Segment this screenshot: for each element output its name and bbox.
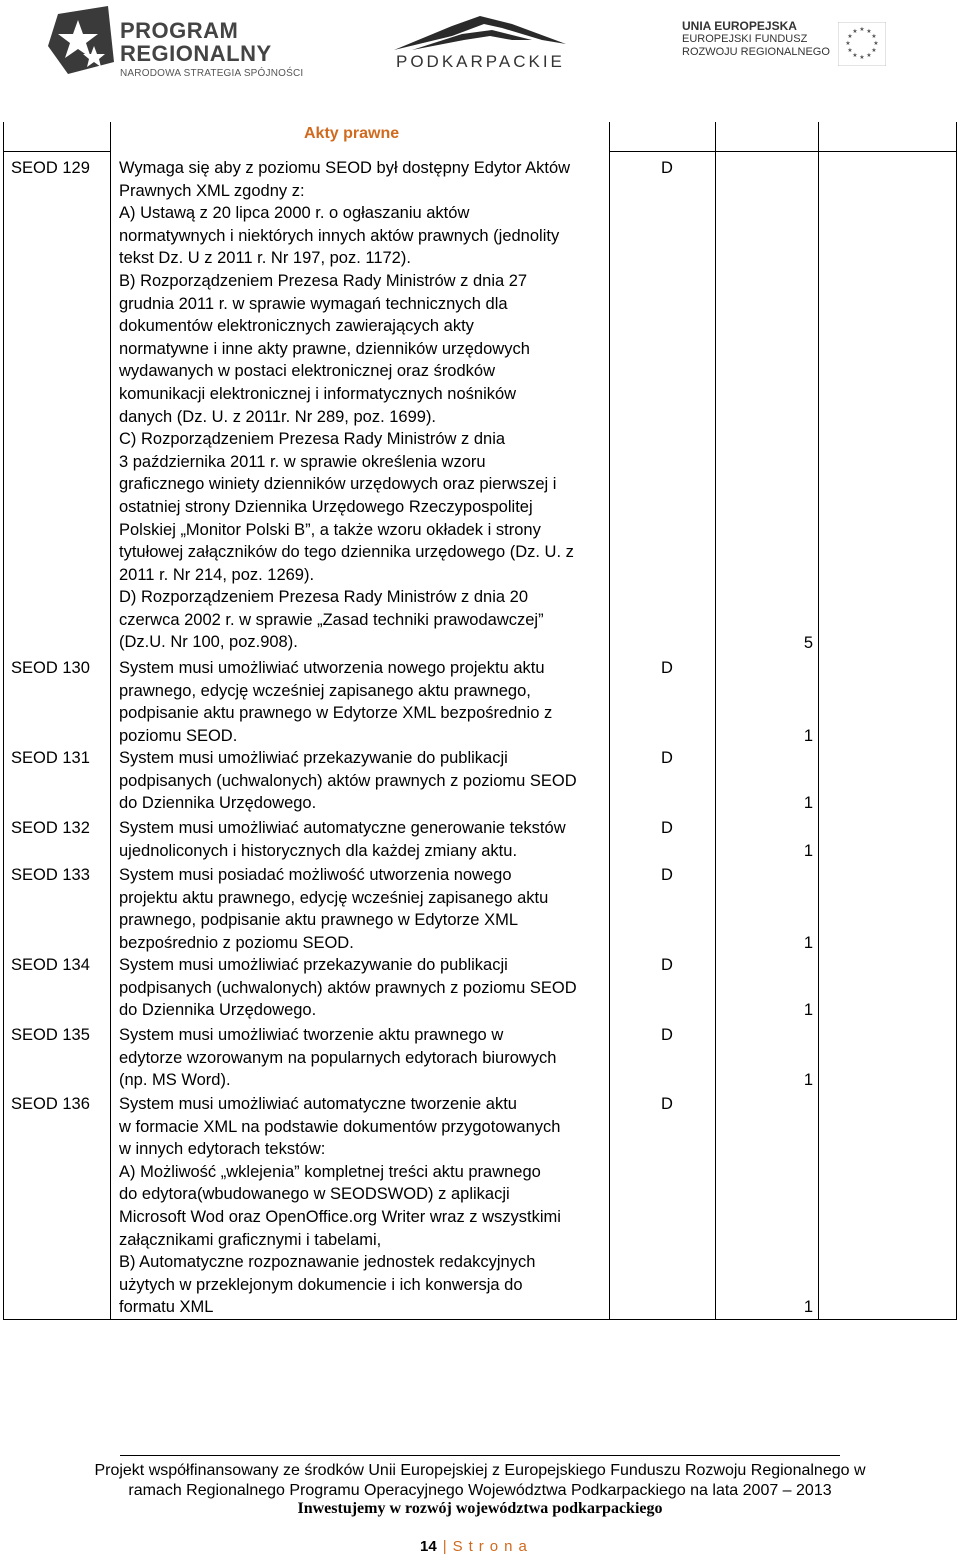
svg-text:★: ★ xyxy=(859,54,865,61)
table-header-line-right xyxy=(609,151,957,152)
requirement-text-line: projektu aktu prawnego, edycję wcześniej zapisanego aktu xyxy=(119,888,549,907)
requirement-id: SEOD 130 xyxy=(11,659,90,677)
svg-text:★: ★ xyxy=(847,33,853,40)
requirement-text xyxy=(119,864,605,954)
requirement-text-line: graficznego winiety dzienników urzędowych oraz pierwszej i xyxy=(119,475,557,494)
footer-line-1: Projekt współfinansowany ze środków Unii Europejskiej z Europejskiego Funduszu Rozwoju Regionalnego w xyxy=(94,1462,866,1479)
eu-logo xyxy=(682,20,902,70)
requirement-priority: D xyxy=(661,159,673,177)
requirement-text-line: System musi posiadać możliwość utworzenia nowego xyxy=(119,866,512,884)
requirement-text-line: System musi umożliwiać automatyczne generowanie tekstów xyxy=(119,819,566,837)
svg-text:★: ★ xyxy=(866,52,872,59)
svg-text:★: ★ xyxy=(852,52,858,59)
page-header xyxy=(0,0,960,90)
requirement-id: SEOD 129 xyxy=(11,159,90,177)
requirement-text-line: danych (Dz. U. z 2011r. Nr 289, poz. 1699). xyxy=(119,407,437,426)
requirement-id: SEOD 131 xyxy=(11,749,90,767)
logo-text-podkarpackie: PODKARPACKIE xyxy=(396,52,565,71)
requirement-priority: D xyxy=(661,659,673,677)
requirement-text-line: 2011 r. Nr 214, poz. 1269). xyxy=(119,565,315,584)
eu-line-2: EUROPEJSKI FUNDUSZ xyxy=(682,33,808,45)
requirement-value: 1 xyxy=(803,726,813,745)
page-number xyxy=(420,1538,533,1555)
requirement-text-line: prawnego, podpisanie aktu prawnego w Edytorze XML xyxy=(119,911,518,930)
requirement-text-line: wydawanych w postaci elektronicznej oraz środków xyxy=(119,362,496,381)
requirement-text-line: dokumentów elektronicznych zawierających akty xyxy=(119,317,474,336)
requirement-value: 1 xyxy=(803,933,813,952)
page-number-value: 14 xyxy=(420,1538,437,1555)
requirement-text-line: w innych edytorach tekstów: xyxy=(119,1140,326,1159)
requirement-text-line: System musi umożliwiać automatyczne tworzenie aktu xyxy=(119,1095,517,1113)
table-border-right xyxy=(956,122,957,1320)
mountain-emblem-icon xyxy=(392,14,568,54)
footer-line-2: ramach Regionalnego Programu Operacyjnego Województwa Podkarpackiego na lata 2007 – 2013 xyxy=(128,1482,832,1499)
requirement-text-line: (np. MS Word). xyxy=(119,1071,231,1090)
requirement-text-line: podpisanych (uchwalonych) aktów prawnych z poziomu SEOD xyxy=(119,771,577,790)
podkarpackie-logo xyxy=(392,14,568,74)
table-divider-id xyxy=(110,122,111,1320)
requirement-text-line: tekst Dz. U z 2011 r. Nr 197, poz. 1172). xyxy=(119,249,411,268)
requirement-text-line: System musi umożliwiać przekazywanie do publikacji xyxy=(119,956,508,974)
requirement-text-line: załącznikami graficznymi i tabelami, xyxy=(119,1230,382,1249)
eu-stars-icon xyxy=(838,22,886,66)
requirement-id: SEOD 136 xyxy=(11,1095,90,1113)
footer-slogan: Inwestujemy w rozwój województwa podkarpackiego xyxy=(297,1500,663,1517)
program-regionalny-logo xyxy=(48,6,308,78)
svg-text:★: ★ xyxy=(871,33,877,40)
requirement-text-line: formatu XML xyxy=(119,1298,214,1317)
table-divider-text xyxy=(609,122,610,1320)
requirement-text xyxy=(119,657,605,747)
requirement-text-line: (Dz.U. Nr 100, poz.908). xyxy=(119,633,298,652)
page-word: Strona xyxy=(452,1538,533,1555)
requirement-priority: D xyxy=(661,749,673,767)
logo-line-program: PROGRAM xyxy=(120,18,239,43)
requirement-text-line: podpisanie aktu prawnego w Edytorze XML bezpośrednio z xyxy=(119,704,553,723)
requirement-text-line: C) Rozporządzeniem Prezesa Rady Ministrów z dnia xyxy=(119,430,506,449)
footer-divider xyxy=(120,1455,840,1456)
requirement-text-line: Microsoft Wod oraz OpenOffice.org Writer wraz z wszystkimi xyxy=(119,1207,561,1226)
requirement-text-line: prawnego, edycję wcześniej zapisanego aktu prawnego, xyxy=(119,681,531,700)
requirement-text-line: do edytora(wbudowanego w SEODSWOD) z aplikacji xyxy=(119,1185,510,1204)
table-caption: Akty prawne xyxy=(304,125,400,142)
table-border-left xyxy=(3,122,4,1320)
page-separator: | xyxy=(442,1538,447,1555)
requirement-text-line: komunikacji elektronicznej i informatycznych nośników xyxy=(119,384,517,403)
requirement-text-line: ostatniej strony Dziennika Urzędowego Rzeczypospolitej xyxy=(119,497,533,516)
svg-text:★: ★ xyxy=(859,26,865,33)
requirement-priority: D xyxy=(661,1026,673,1044)
eu-line-3: ROZWOJU REGIONALNEGO xyxy=(682,46,830,58)
requirement-text-line: poziomu SEOD. xyxy=(119,726,238,745)
requirement-text xyxy=(119,1024,605,1092)
requirement-text xyxy=(119,747,605,815)
requirement-text-line: normatywne i inne akty prawne, dzienników urzędowych xyxy=(119,339,530,358)
requirement-text-line: Polskiej „Monitor Polski B”, a także wzoru okładek i strony xyxy=(119,520,541,539)
requirement-text-line: bezpośrednio z poziomu SEOD. xyxy=(119,933,354,952)
requirement-text-line: A) Ustawą z 20 lipca 2000 r. o ogłaszaniu aktów xyxy=(119,204,470,223)
requirement-text-line: tytułowej załączników do tego dziennika urzędowego (Dz. U. z xyxy=(119,543,574,562)
requirement-text-line: czerwca 2002 r. w sprawie „Zasad techniki prawodawczej” xyxy=(119,610,544,629)
requirement-id: SEOD 134 xyxy=(11,956,90,974)
requirement-text-line: Prawnych XML zgodny z: xyxy=(119,181,305,200)
requirement-text-line: B) Rozporządzeniem Prezesa Rady Ministrów z dnia 27 xyxy=(119,271,528,290)
requirement-value: 1 xyxy=(803,1001,813,1020)
requirement-text xyxy=(119,817,605,862)
requirement-priority: D xyxy=(661,956,673,974)
table-border-bottom xyxy=(3,1319,957,1320)
star-emblem-icon xyxy=(48,6,116,74)
table-divider-priority xyxy=(715,122,716,1320)
requirement-text-line: System musi umożliwiać przekazywanie do publikacji xyxy=(119,749,508,767)
requirement-text-line: System musi umożliwiać utworzenia nowego projektu aktu xyxy=(119,659,545,677)
requirement-priority: D xyxy=(661,819,673,837)
requirement-text-line: ujednoliconych i historycznych dla każdej zmiany aktu. xyxy=(119,841,518,860)
requirement-text-line: A) Możliwość „wklejenia” kompletnej treści aktu prawnego xyxy=(119,1162,541,1181)
requirement-text-line: użytych w przeklejonym dokumencie i ich konwersja do xyxy=(119,1275,523,1294)
requirement-value: 1 xyxy=(803,1298,813,1317)
requirement-text-line: normatywnych i niektórych innych aktów prawnych (jednolity xyxy=(119,226,560,245)
logo-line-strategia: NARODOWA STRATEGIA SPÓJNOŚCI xyxy=(120,68,304,79)
svg-text:★: ★ xyxy=(852,28,858,35)
requirement-text-line: do Dziennika Urzędowego. xyxy=(119,794,317,813)
requirements-table xyxy=(3,122,957,1320)
requirement-text-line: do Dziennika Urzędowego. xyxy=(119,1001,317,1020)
requirement-text-line: B) Automatyczne rozpoznawanie jednostek redakcyjnych xyxy=(119,1253,536,1272)
requirement-text-line: w formacie XML na podstawie dokumentów przygotowanych xyxy=(119,1117,561,1136)
requirement-id: SEOD 132 xyxy=(11,819,90,837)
svg-text:★: ★ xyxy=(866,28,872,35)
requirement-text-line: 3 października 2011 r. w sprawie określenia wzoru xyxy=(119,452,486,471)
requirement-value: 1 xyxy=(803,1071,813,1090)
requirement-text-line: edytorze wzorowanym na popularnych edytorach biurowych xyxy=(119,1048,557,1067)
requirement-text xyxy=(119,157,605,654)
requirement-value: 5 xyxy=(803,633,813,652)
requirement-text xyxy=(119,954,605,1022)
requirement-value: 1 xyxy=(803,841,813,860)
requirement-text-line: Wymaga się aby z poziomu SEOD był dostępny Edytor Aktów xyxy=(119,159,571,177)
svg-text:★: ★ xyxy=(871,47,877,54)
requirement-id: SEOD 135 xyxy=(11,1026,90,1044)
requirement-text-line: System musi umożliwiać tworzenie aktu prawnego w xyxy=(119,1026,504,1044)
svg-text:★: ★ xyxy=(845,40,851,47)
requirement-text-line: grudnia 2011 r. w sprawie wymagań technicznych dla xyxy=(119,294,508,313)
requirement-id: SEOD 133 xyxy=(11,866,90,884)
table-divider-value xyxy=(818,122,819,1320)
requirement-priority: D xyxy=(661,866,673,884)
requirement-text-line: podpisanych (uchwalonych) aktów prawnych z poziomu SEOD xyxy=(119,978,577,997)
svg-text:★: ★ xyxy=(847,47,853,54)
requirement-text xyxy=(119,1093,605,1319)
svg-text:★: ★ xyxy=(873,40,879,47)
logo-line-regionalny: REGIONALNY xyxy=(120,41,272,66)
table-header-line-left xyxy=(3,151,111,152)
requirement-text-line: D) Rozporządzeniem Prezesa Rady Ministrów z dnia 20 xyxy=(119,588,529,607)
requirement-value: 1 xyxy=(803,794,813,813)
eu-line-1: UNIA EUROPEJSKA xyxy=(682,19,797,33)
requirement-priority: D xyxy=(661,1095,673,1113)
